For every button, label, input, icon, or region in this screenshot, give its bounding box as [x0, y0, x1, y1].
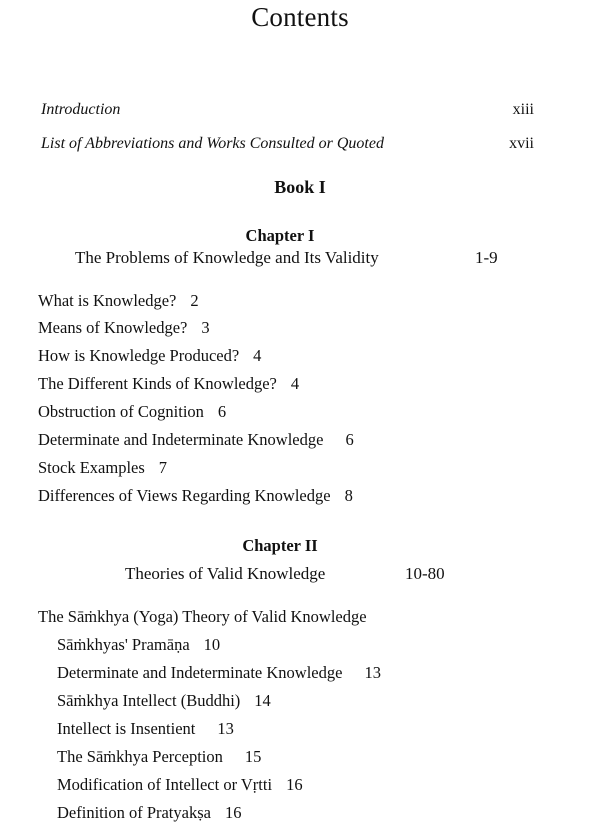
entry-page-number: 14 — [254, 691, 271, 710]
entry-page-number: 15 — [244, 747, 262, 766]
entry-label: Determinate and Indeterminate Knowledge — [38, 430, 324, 449]
toc-entry — [38, 458, 167, 478]
toc-entry — [57, 803, 241, 823]
entry-label: Intellect is Insentient — [57, 719, 196, 738]
toc-entry — [38, 374, 299, 394]
toc-entry — [57, 635, 220, 655]
chapter-page-range: 10-80 — [405, 564, 445, 583]
entry-label: Introduction — [41, 101, 121, 118]
entry-label: Stock Examples — [38, 458, 145, 477]
toc-entry — [38, 318, 210, 338]
section-label: The Sāṁkhya (Yoga) Theory of Valid Knowledge — [38, 607, 367, 626]
entry-label: The Different Kinds of Knowledge? — [38, 374, 277, 393]
entry-label: Obstruction of Cognition — [38, 402, 204, 421]
toc-entry — [57, 663, 381, 683]
entry-label: The Sāṁkhya Perception — [57, 747, 223, 766]
entry-label: Differences of Views Regarding Knowledge — [38, 486, 331, 505]
entry-page-number: 4 — [253, 346, 262, 365]
entry-page-number: 2 — [190, 291, 199, 310]
entry-label: Determinate and Indeterminate Knowledge — [57, 663, 343, 682]
entry-label: What is Knowledge? — [38, 291, 177, 310]
chapter-heading — [0, 226, 600, 246]
toc-entry — [38, 402, 226, 422]
entry-label: Definition of Pratyakṣa — [57, 803, 211, 822]
entry-label: List of Abbreviations and Works Consulted or Quoted — [41, 135, 384, 152]
page-title: Contents — [251, 2, 349, 32]
chapter-title — [75, 248, 379, 268]
entry-page-number: 16 — [286, 775, 303, 794]
entry-page-number: 16 — [224, 803, 242, 822]
book-heading: Book I — [274, 177, 326, 197]
entry-page-number: 10 — [203, 635, 221, 654]
entry-page-number: 8 — [344, 486, 353, 505]
chapter-title — [125, 564, 325, 584]
toc-entry — [57, 775, 303, 795]
chapter-title-text: Theories of Valid Knowledge — [125, 564, 326, 583]
entry-label: Modification of Intellect or Vṛtti — [57, 775, 273, 794]
entry-page-number: 13 — [217, 719, 234, 738]
toc-entry — [38, 486, 353, 506]
entry-label: Sāṁkhya Intellect (Buddhi) — [57, 691, 241, 710]
toc-entry-abbreviations — [41, 135, 384, 153]
toc-entry — [57, 691, 271, 711]
entry-label: Sāṁkhyas' Pramāṇa — [57, 635, 190, 654]
chapter-heading — [0, 536, 600, 556]
toc-entry — [57, 719, 234, 739]
chapter-page-range: 1-9 — [475, 248, 498, 267]
toc-entry — [38, 291, 199, 311]
chapter-label: Chapter I — [245, 226, 315, 245]
entry-page-number: 3 — [201, 318, 210, 337]
toc-section-heading — [38, 607, 367, 627]
entry-page-number: 7 — [158, 458, 168, 477]
entry-label: How is Knowledge Produced? — [38, 346, 240, 365]
entry-page-number: 6 — [217, 402, 227, 421]
entry-page-number: 6 — [345, 430, 354, 449]
toc-entry-introduction — [41, 101, 120, 119]
toc-entry — [38, 430, 354, 450]
chapter-label: Chapter II — [242, 536, 318, 555]
chapter-title-text: The Problems of Knowledge and Its Validity — [75, 248, 379, 267]
entry-page-number: xiii — [512, 101, 534, 118]
entry-page-number: 13 — [364, 663, 381, 682]
toc-entry — [57, 747, 261, 767]
entry-page-number: 4 — [290, 374, 300, 393]
entry-page-number: xvii — [509, 135, 534, 152]
toc-entry — [38, 346, 261, 366]
entry-label: Means of Knowledge? — [38, 318, 188, 337]
